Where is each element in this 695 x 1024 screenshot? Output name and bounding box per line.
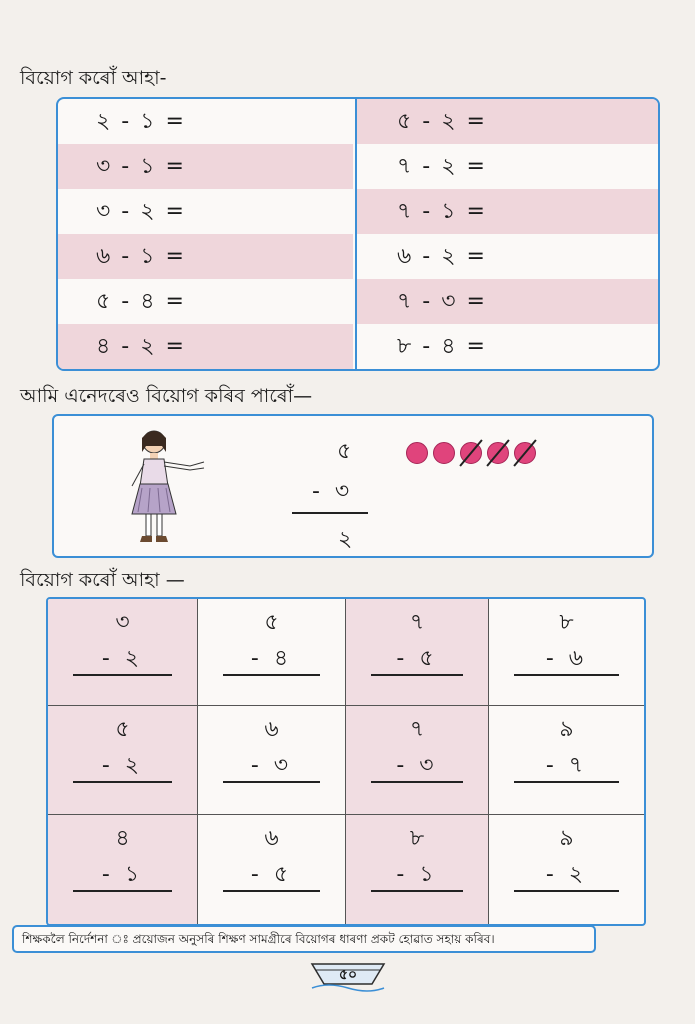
answer-line — [73, 781, 172, 783]
dot — [433, 442, 455, 464]
example-rule — [292, 512, 368, 514]
answer-line — [73, 674, 172, 676]
cell-subtrahend: - ১ — [396, 862, 438, 887]
right-row-6: ৮ - ৪ = — [397, 334, 487, 359]
cell-subtrahend: - ৭ — [545, 753, 588, 778]
section2-heading: আমি এনেদৰেও বিয়োগ কৰিব পাৰোঁ— — [20, 385, 313, 407]
cell-subtrahend: - ২ — [101, 753, 144, 778]
cell-subtrahend: - ২ — [545, 862, 588, 887]
exercise-cell — [346, 815, 489, 924]
answer-line — [223, 781, 320, 783]
exercise-cell — [198, 706, 346, 815]
cell-minuend: ৮ — [559, 610, 574, 635]
exercise-cell — [346, 599, 489, 706]
answer-line — [514, 674, 619, 676]
left-row-6: ৪ - ২ = — [96, 334, 186, 359]
right-row-2: ৭ - ২ = — [397, 154, 487, 179]
right-row-1: ৫ - ২ = — [397, 109, 487, 134]
answer-line — [514, 781, 619, 783]
answer-line — [371, 890, 463, 892]
exercise-cell — [198, 815, 346, 924]
girl-illustration — [124, 424, 214, 549]
example-subtrahend: - ৩ — [312, 479, 354, 504]
cell-minuend: ৩ — [115, 610, 130, 635]
cell-minuend: ৭ — [409, 717, 425, 742]
cell-subtrahend: - ৩ — [250, 753, 293, 778]
cell-minuend: ৬ — [264, 826, 279, 851]
exercise-cell — [489, 815, 644, 924]
cell-subtrahend: - ৪ — [250, 646, 293, 671]
left-row-2: ৩ - ১ = — [96, 154, 186, 179]
example-panel — [52, 414, 654, 558]
cell-minuend: ৭ — [409, 610, 425, 635]
answer-line — [73, 890, 172, 892]
left-row-3: ৩ - ২ = — [96, 199, 186, 224]
counting-dots — [406, 436, 556, 470]
cell-subtrahend: - ১ — [101, 862, 144, 887]
answer-line — [223, 890, 320, 892]
exercise-cell — [48, 599, 198, 706]
left-row-4: ৬ - ১ = — [96, 244, 186, 269]
cell-minuend: ৫ — [264, 610, 279, 635]
right-column — [357, 99, 658, 369]
exercise-cell — [489, 706, 644, 815]
exercise-cell — [198, 599, 346, 706]
answer-line — [371, 674, 463, 676]
example-minuend: ৫ — [337, 439, 352, 464]
right-row-4: ৬ - ২ = — [397, 244, 487, 269]
left-column — [58, 99, 355, 369]
example-result: ২ — [338, 527, 353, 552]
left-row-1: ২ - ১ = — [96, 109, 186, 134]
exercise-cell — [346, 706, 489, 815]
cell-minuend: ৫ — [115, 717, 130, 742]
cell-subtrahend: - ৬ — [545, 646, 588, 671]
cell-subtrahend: - ২ — [101, 646, 144, 671]
answer-line — [514, 890, 619, 892]
right-row-3: ৭ - ১ = — [397, 199, 487, 224]
subtraction-table — [56, 97, 660, 371]
section1-heading: বিয়োগ কৰোঁ আহা- — [20, 67, 167, 89]
cell-subtrahend: - ৩ — [396, 753, 438, 778]
cell-minuend: ৯ — [559, 826, 574, 851]
exercise-cell — [48, 706, 198, 815]
exercise-cell — [489, 599, 644, 706]
cell-subtrahend: - ৫ — [250, 862, 293, 887]
dot — [406, 442, 428, 464]
cell-minuend: ৪ — [115, 826, 130, 851]
answer-line — [223, 674, 320, 676]
exercise-grid — [46, 597, 646, 926]
page-number: ৫০ — [338, 967, 358, 983]
left-row-5: ৫ - ৪ = — [96, 289, 186, 314]
teacher-note: শিক্ষকলৈ নিৰ্দেশনা ঃ প্ৰয়োজন অনুসৰি শিক্ষণ সামগ্ৰীৰে বিয়োগৰ ধাৰণা প্ৰকট হোৱাত সহায় কৰিব। — [12, 925, 596, 953]
cell-minuend: ৯ — [559, 717, 574, 742]
cell-subtrahend: - ৫ — [396, 646, 438, 671]
answer-line — [371, 781, 463, 783]
section3-heading: বিয়োগ কৰোঁ আহা — — [20, 569, 185, 591]
right-row-5: ৭ - ৩ = — [397, 289, 487, 314]
exercise-cell — [48, 815, 198, 924]
cell-minuend: ৬ — [264, 717, 279, 742]
cell-minuend: ৮ — [409, 826, 425, 851]
